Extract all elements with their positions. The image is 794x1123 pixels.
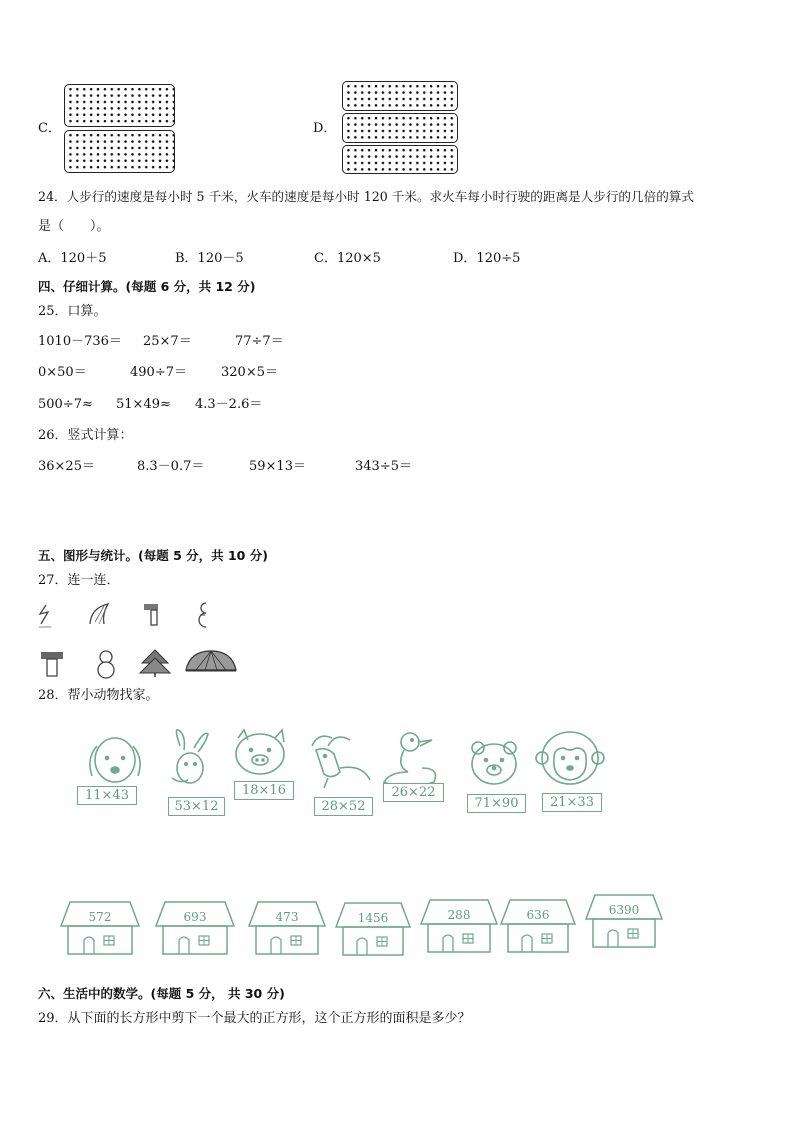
house[interactable]: [585, 893, 663, 951]
rabbit-card[interactable]: 53×12: [168, 797, 225, 816]
half-mushroom-icon[interactable]: [144, 604, 158, 625]
q24-option-b[interactable]: B．120－5: [175, 251, 244, 266]
q28-title: 28．帮小动物找家。: [38, 688, 159, 703]
pig-icon: [236, 730, 284, 774]
house-outline: [335, 901, 411, 959]
house-number: 693: [183, 910, 207, 924]
goat-card[interactable]: 28×52: [314, 797, 373, 816]
option-d-label: D．: [313, 121, 337, 136]
oral-calc-item: 0×50＝: [38, 365, 87, 380]
oral-calc-item: 500÷7≈: [38, 397, 93, 412]
house-number: 6390: [608, 903, 640, 917]
house[interactable]: [500, 898, 576, 956]
oral-calc-item: 25×7＝: [143, 334, 192, 349]
pig-card[interactable]: 18×16: [234, 781, 294, 800]
house-number: 288: [447, 908, 471, 922]
q24-text-line1: 24．人步行的速度是每小时 5 千米，火车的速度是每小时 120 千米。求火车每小时行驶的距离是人步行的几倍的算式: [38, 189, 694, 204]
house-outline: [420, 898, 498, 956]
dot-block-bottom: [64, 130, 175, 173]
house-number: 473: [275, 910, 299, 924]
whole-shapes-row: [38, 646, 248, 680]
q29-title: 29．从下面的长方形中剪下一个最大的正方形，这个正方形的面积是多少？: [38, 1011, 471, 1026]
dot-block-2: [342, 113, 458, 143]
house-outline: [585, 893, 663, 951]
dot-block-top: [64, 84, 175, 127]
rabbit-icon: [172, 730, 208, 783]
oral-calc-item: 51×49≈: [116, 397, 171, 412]
house[interactable]: [335, 901, 411, 959]
bear-card[interactable]: 71×90: [467, 794, 526, 813]
oral-calc-item: 1010－736＝: [38, 334, 122, 349]
mushroom-icon[interactable]: [41, 652, 63, 676]
snowman-icon[interactable]: [98, 651, 114, 678]
house-outline: [155, 900, 235, 958]
tree-icon[interactable]: [140, 650, 170, 677]
bear-icon: [472, 742, 516, 784]
vertical-calc-item: 343÷5＝: [355, 459, 412, 474]
umbrella-icon[interactable]: [186, 651, 236, 671]
house[interactable]: [420, 898, 498, 956]
q24-text-line2: 是（ ）。: [38, 219, 110, 234]
section-4-title: 四、仔细计算。(每题 6 分，共 12 分): [38, 279, 256, 294]
duck-card[interactable]: 26×22: [383, 783, 444, 802]
oral-calc-item: 320×5＝: [221, 365, 278, 380]
house[interactable]: [155, 900, 235, 958]
dog-card[interactable]: 11×43: [77, 786, 137, 805]
dot-block-3: [342, 145, 458, 174]
animal-faces: [70, 728, 620, 790]
house[interactable]: [60, 900, 140, 958]
section-5-title: 五、图形与统计。(每题 5 分，共 10 分): [38, 548, 268, 563]
vertical-calc-item: 59×13＝: [249, 459, 306, 474]
oral-calc-item: 4.3－2.6＝: [195, 397, 263, 412]
vertical-calc-item: 36×25＝: [38, 459, 95, 474]
q24-option-a[interactable]: A．120＋5: [38, 251, 107, 266]
q25-title: 25．口算。: [38, 304, 107, 319]
section-6-title: 六、生活中的数学。(每题 5 分， 共 30 分): [38, 986, 285, 1001]
q27-title: 27．连一连．: [38, 573, 120, 588]
half-snowman-icon[interactable]: [199, 603, 206, 627]
oral-calc-item: 490÷7＝: [130, 365, 187, 380]
house-number: 572: [88, 910, 112, 924]
house-outline: [248, 900, 326, 958]
q26-title: 26．竖式计算：: [38, 428, 133, 443]
house[interactable]: [248, 900, 326, 958]
option-c-label: C．: [38, 121, 61, 136]
house-number: 1456: [357, 911, 389, 925]
half-umbrella-icon[interactable]: [90, 604, 108, 624]
vertical-calc-item: 8.3－0.7＝: [137, 459, 205, 474]
house-outline: [60, 900, 140, 958]
duck-icon: [384, 733, 436, 787]
goat-icon: [312, 736, 370, 788]
monkey-card[interactable]: 21×33: [542, 793, 602, 812]
house-number: 636: [526, 908, 550, 922]
half-shapes-row: [38, 600, 218, 632]
house-outline: [500, 898, 576, 956]
oral-calc-item: 77÷7＝: [235, 334, 284, 349]
q24-option-d[interactable]: D．120÷5: [453, 251, 521, 266]
dot-block-1: [342, 81, 458, 111]
q24-option-c[interactable]: C．120×5: [314, 251, 381, 266]
dog-icon: [90, 738, 140, 782]
monkey-icon: [536, 732, 604, 784]
half-lightning-icon[interactable]: [39, 605, 51, 627]
